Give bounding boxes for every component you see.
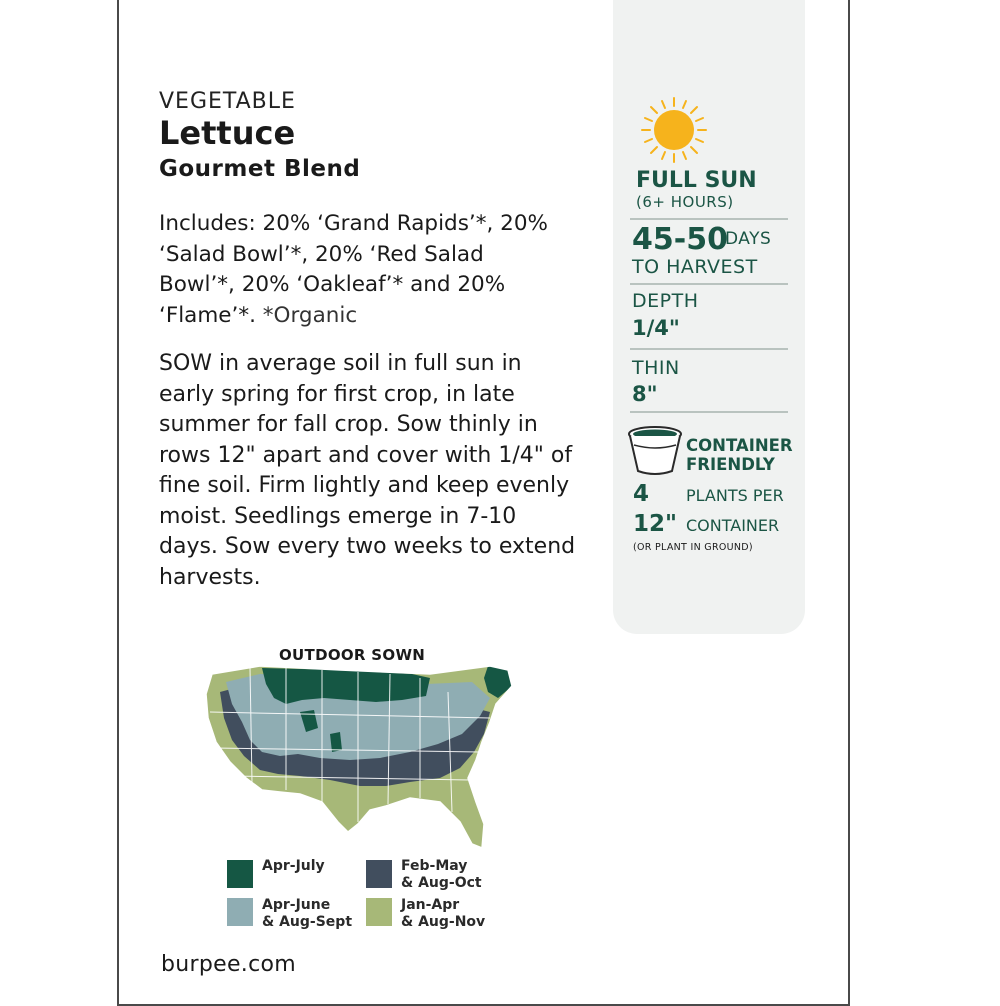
pot-icon bbox=[626, 425, 684, 477]
thin-label: THIN bbox=[632, 357, 680, 379]
legend-label-line1: Feb-May bbox=[401, 858, 468, 874]
map-title: OUTDOOR SOWN bbox=[279, 646, 426, 664]
legend-swatch-feb-may bbox=[366, 860, 392, 888]
sowing-instructions: SOW in average soil in full sun in early spring for first crop, in late summer for fall crop. Sow thinly in rows 12" apart and cover with 1/4" of fine soil. Firm lightly and keep evenly moist. Seedlings emerge in 7-10 days. Sow every two weeks to extend harvests. bbox=[159, 351, 576, 590]
legend-label bbox=[401, 897, 485, 931]
plants-number: 4 bbox=[633, 481, 650, 507]
legend-label-line1: Apr-July bbox=[262, 858, 325, 874]
legend-label bbox=[401, 858, 482, 892]
legend-label bbox=[262, 858, 325, 875]
harvest-label: TO HARVEST bbox=[632, 256, 758, 278]
legend-label-line1: Jan-Apr bbox=[401, 897, 460, 913]
includes-text bbox=[159, 209, 559, 331]
divider bbox=[630, 218, 788, 220]
plant-title: Lettuce bbox=[159, 114, 296, 152]
depth-value: 1/4" bbox=[632, 316, 680, 340]
sun-requirement: FULL SUN bbox=[636, 168, 757, 193]
sun-hours: (6+ HOURS) bbox=[636, 193, 734, 211]
legend-swatch-jan-apr bbox=[366, 898, 392, 926]
days-to-harvest-number: 45-50 bbox=[632, 222, 728, 257]
legend-label-line2: & Aug-Oct bbox=[401, 875, 482, 891]
organic-note: *Organic bbox=[262, 302, 358, 328]
legend-label bbox=[262, 897, 352, 931]
legend-swatch-apr-july bbox=[227, 860, 253, 888]
website-url: burpee.com bbox=[161, 952, 296, 977]
container-label-line1: CONTAINER bbox=[686, 436, 793, 455]
divider bbox=[630, 348, 788, 350]
divider bbox=[630, 283, 788, 285]
container-label-line2: FRIENDLY bbox=[686, 455, 775, 474]
ground-note: (OR PLANT IN GROUND) bbox=[633, 542, 753, 553]
category-label: VEGETABLE bbox=[159, 89, 296, 114]
divider bbox=[630, 411, 788, 413]
sun-icon bbox=[638, 94, 710, 166]
container-unit: CONTAINER bbox=[686, 516, 780, 535]
sowing-zone-map bbox=[190, 652, 530, 862]
legend-label-line2: & Aug-Sept bbox=[262, 914, 353, 930]
variety-name: Gourmet Blend bbox=[159, 156, 361, 182]
plants-unit: PLANTS PER bbox=[686, 486, 784, 505]
includes-main: Includes: 20% ‘Grand Rapids’*, 20% ‘Salad Bowl’*, 20% ‘Red Salad Bowl’*, 20% ‘Oakleaf’* and 20% ‘Flame’*. bbox=[159, 211, 548, 328]
thin-value: 8" bbox=[632, 382, 658, 406]
container-friendly-label bbox=[686, 436, 806, 474]
container-size: 12" bbox=[633, 511, 677, 537]
legend-label-line1: Apr-June bbox=[262, 897, 331, 913]
legend-label-line2: & Aug-Nov bbox=[401, 914, 486, 930]
legend-swatch-apr-june bbox=[227, 898, 253, 926]
depth-label: DEPTH bbox=[632, 290, 699, 312]
days-unit: DAYS bbox=[725, 229, 772, 249]
